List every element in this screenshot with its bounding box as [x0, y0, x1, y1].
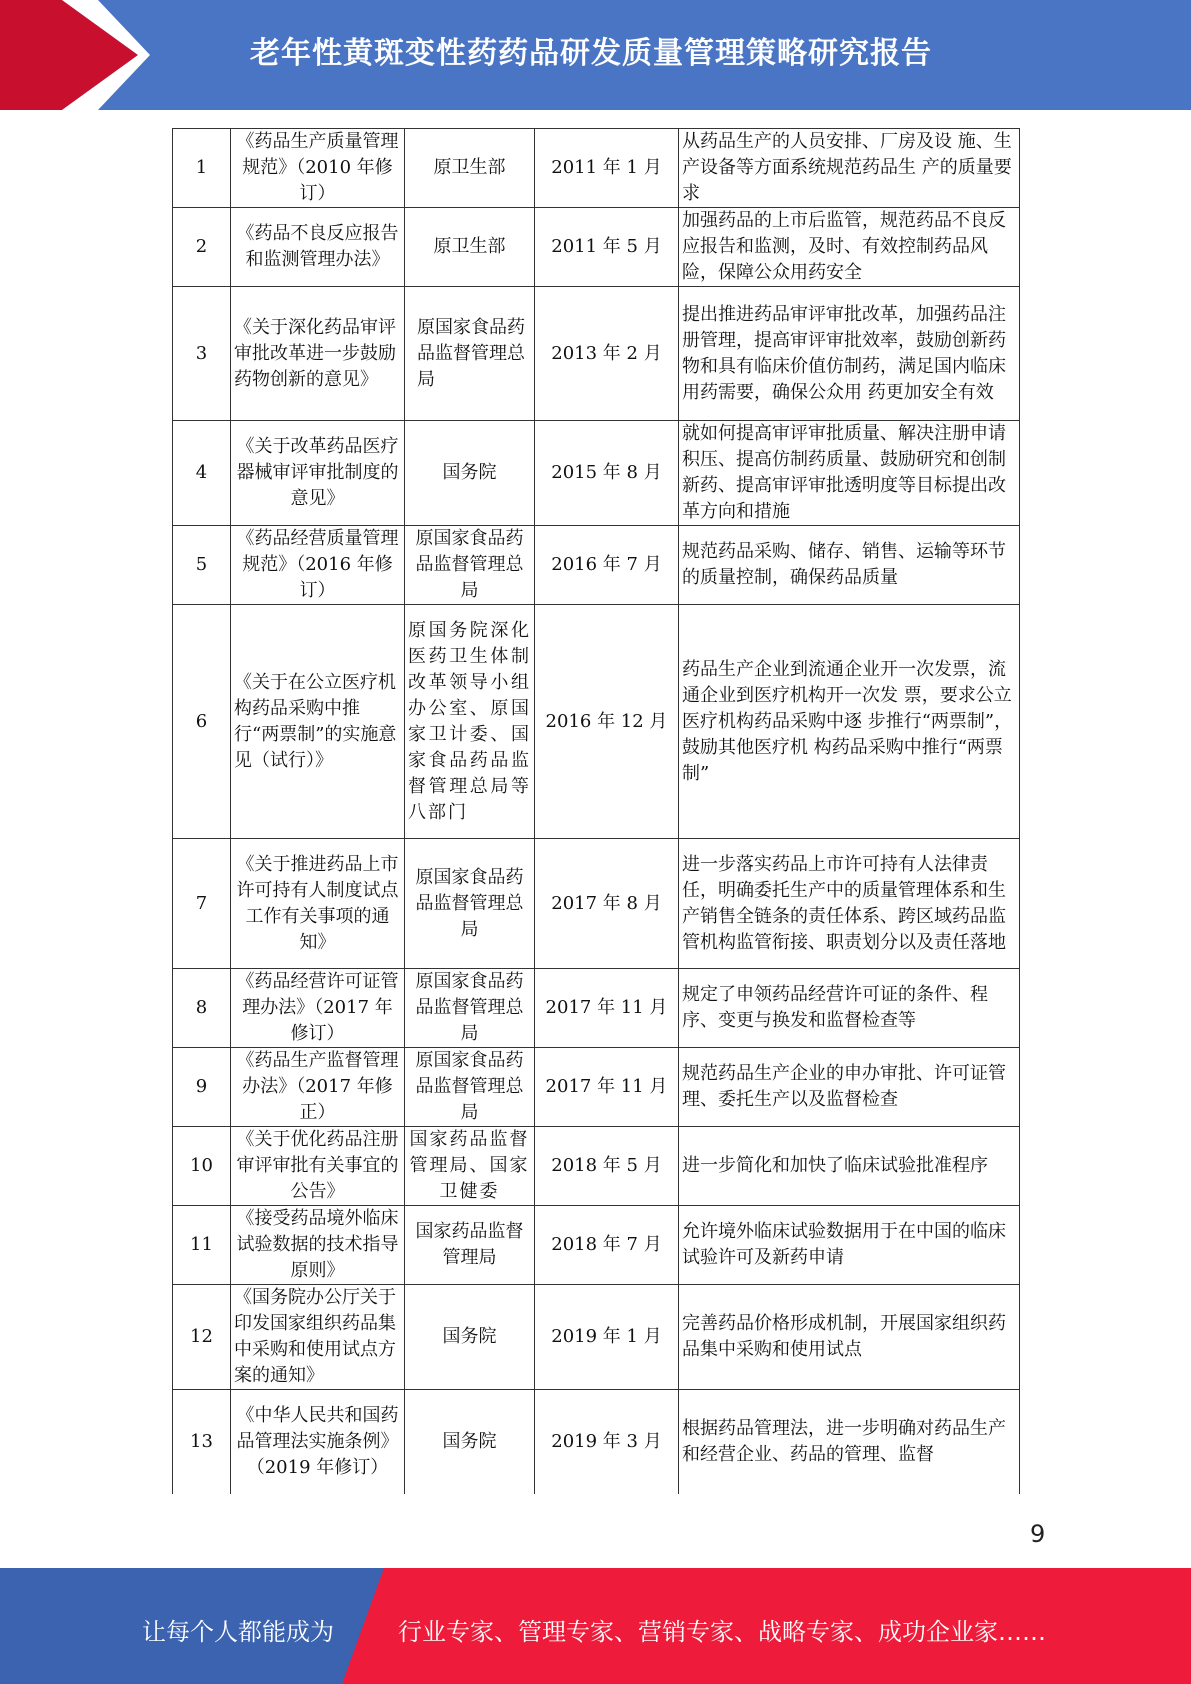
row-number: 3 — [173, 287, 231, 421]
footer-slogan-right: 行业专家、管理专家、营销专家、战略专家、成功企业家…… — [398, 1618, 1046, 1646]
regulation-title: 《药品生产监督管理办法》（2017 年修正） — [231, 1048, 405, 1127]
table-row — [173, 969, 1020, 1048]
page-footer — [0, 1568, 1191, 1684]
issuing-authority: 原国务院深化医药卫生体制改革领导小组办公室、原国家卫计委、国家食品药品监督管理总局等八部门 — [405, 605, 535, 839]
page-header — [0, 0, 1191, 110]
table-row — [173, 421, 1020, 526]
table-row — [173, 1127, 1020, 1206]
issuing-authority: 原卫生部 — [405, 129, 535, 208]
issuing-authority: 国家药品监督管理局 — [405, 1206, 535, 1285]
regulation-title: 《关于推进药品上市许可持有人制度试点工作有关事项的通知》 — [231, 839, 405, 969]
issuing-authority: 国务院 — [405, 1285, 535, 1390]
table-row — [173, 839, 1020, 969]
regulation-title: 《药品经营质量管理规范》（2016 年修订） — [231, 526, 405, 605]
issue-date: 2016 年 7 月 — [535, 526, 679, 605]
issue-date: 2019 年 1 月 — [535, 1285, 679, 1390]
issuing-authority: 国务院 — [405, 1390, 535, 1494]
issuing-authority: 原国家食品药品监督管理总局 — [405, 526, 535, 605]
issue-date: 2017 年 11 月 — [535, 1048, 679, 1127]
issuing-authority: 原国家食品药品监督管理总局 — [405, 1048, 535, 1127]
regulation-title: 《国务院办公厅关于印发国家组织药品集中采购和使用试点方案的通知》 — [231, 1285, 405, 1390]
issue-date: 2017 年 11 月 — [535, 969, 679, 1048]
header-red-block — [0, 0, 138, 110]
regulation-summary: 提出推进药品审评审批改革，加强药品注册管理，提高审评审批效率，鼓励创新药物和具有临床价值仿制药，满足国内临床用药需要，确保公众用 药更加安全有效 — [679, 287, 1020, 421]
table-row — [173, 526, 1020, 605]
regulation-title: 《关于优化药品注册审评审批有关事宜的公告》 — [231, 1127, 405, 1206]
regulation-summary: 完善药品价格形成机制，开展国家组织药品集中采购和使用试点 — [679, 1285, 1020, 1390]
row-number: 1 — [173, 129, 231, 208]
regulation-summary: 规范药品采购、储存、销售、运输等环节的质量控制，确保药品质量 — [679, 526, 1020, 605]
row-number: 10 — [173, 1127, 231, 1206]
regulation-title: 《关于在公立医疗机构药品采购中推行“两票制”的实施意见（试行）》 — [231, 605, 405, 839]
issuing-authority: 原国家食品药品监督管理总局 — [405, 969, 535, 1048]
regulation-title: 《药品生产质量管理规范》（2010 年修订） — [231, 129, 405, 208]
regulation-summary: 允许境外临床试验数据用于在中国的临床试验许可及新药申请 — [679, 1206, 1020, 1285]
row-number: 8 — [173, 969, 231, 1048]
issuing-authority: 国务院 — [405, 421, 535, 526]
issue-date: 2018 年 7 月 — [535, 1206, 679, 1285]
table-row — [173, 1048, 1020, 1127]
regulation-summary: 进一步简化和加快了临床试验批准程序 — [679, 1127, 1020, 1206]
regulation-summary: 进一步落实药品上市许可持有人法律责任，明确委托生产中的质量管理体系和生产销售全链条的责任体系、跨区域药品监管机构监管衔接、职责划分以及责任落地 — [679, 839, 1020, 969]
issuing-authority: 原国家食品药品监督管理总局 — [405, 287, 535, 421]
regulation-title: 《关于深化药品审评审批改革进一步鼓励药物创新的意见》 — [231, 287, 405, 421]
regulations-table — [172, 128, 1020, 1494]
row-number: 6 — [173, 605, 231, 839]
regulation-summary: 根据药品管理法，进一步明确对药品生产和经营企业、药品的管理、监督 — [679, 1390, 1020, 1494]
regulation-title: 《药品经营许可证管理办法》（2017 年修订） — [231, 969, 405, 1048]
regulation-summary: 规定了申领药品经营许可证的条件、程序、变更与换发和监督检查等 — [679, 969, 1020, 1048]
table-row — [173, 1285, 1020, 1390]
regulation-summary: 加强药品的上市后监管，规范药品不良反应报告和监测，及时、有效控制药品风险，保障公众用药安全 — [679, 208, 1020, 287]
row-number: 12 — [173, 1285, 231, 1390]
issuing-authority: 国家药品监督管理局、国家卫健委 — [405, 1127, 535, 1206]
issue-date: 2015 年 8 月 — [535, 421, 679, 526]
table-row — [173, 208, 1020, 287]
issuing-authority: 原国家食品药品监督管理总局 — [405, 839, 535, 969]
issue-date: 2017 年 8 月 — [535, 839, 679, 969]
issue-date: 2013 年 2 月 — [535, 287, 679, 421]
row-number: 13 — [173, 1390, 231, 1494]
table-row — [173, 605, 1020, 839]
row-number: 4 — [173, 421, 231, 526]
regulation-title: 《关于改革药品医疗器械审评审批制度的意见》 — [231, 421, 405, 526]
table-row — [173, 129, 1020, 208]
regulation-summary: 药品生产企业到流通企业开一次发票，流通企业到医疗机构开一次发 票，要求公立医疗机构药品采购中逐 步推行“两票制”，鼓励其他医疗机 构药品采购中推行“两票制” — [679, 605, 1020, 839]
issue-date: 2011 年 1 月 — [535, 129, 679, 208]
row-number: 11 — [173, 1206, 231, 1285]
issue-date: 2011 年 5 月 — [535, 208, 679, 287]
issue-date: 2018 年 5 月 — [535, 1127, 679, 1206]
regulation-title: 《药品不良反应报告和监测管理办法》 — [231, 208, 405, 287]
row-number: 9 — [173, 1048, 231, 1127]
table-row — [173, 1206, 1020, 1285]
regulation-title: 《接受药品境外临床试验数据的技术指导原则》 — [231, 1206, 405, 1285]
regulation-title: 《中华人民共和国药品管理法实施条例》（2019 年修订） — [231, 1390, 405, 1494]
table-row — [173, 287, 1020, 421]
regulation-summary: 从药品生产的人员安排、厂房及设 施、生产设备等方面系统规范药品生 产的质量要求 — [679, 129, 1020, 208]
row-number: 2 — [173, 208, 231, 287]
regulation-summary: 规范药品生产企业的申办审批、许可证管理、委托生产以及监督检查 — [679, 1048, 1020, 1127]
regulation-summary: 就如何提高审评审批质量、解决注册申请积压、提高仿制药质量、鼓励研究和创制新药、提高审评审批透明度等目标提出改革方向和措施 — [679, 421, 1020, 526]
page-number: 9 — [1030, 1520, 1046, 1548]
footer-slogan-left: 让每个人都能成为 — [142, 1618, 334, 1646]
table-row — [173, 1390, 1020, 1494]
document-title: 老年性黄斑变性药药品研发质量管理策略研究报告 — [250, 36, 932, 71]
issue-date: 2016 年 12 月 — [535, 605, 679, 839]
issuing-authority: 原卫生部 — [405, 208, 535, 287]
row-number: 7 — [173, 839, 231, 969]
issue-date: 2019 年 3 月 — [535, 1390, 679, 1494]
row-number: 5 — [173, 526, 231, 605]
